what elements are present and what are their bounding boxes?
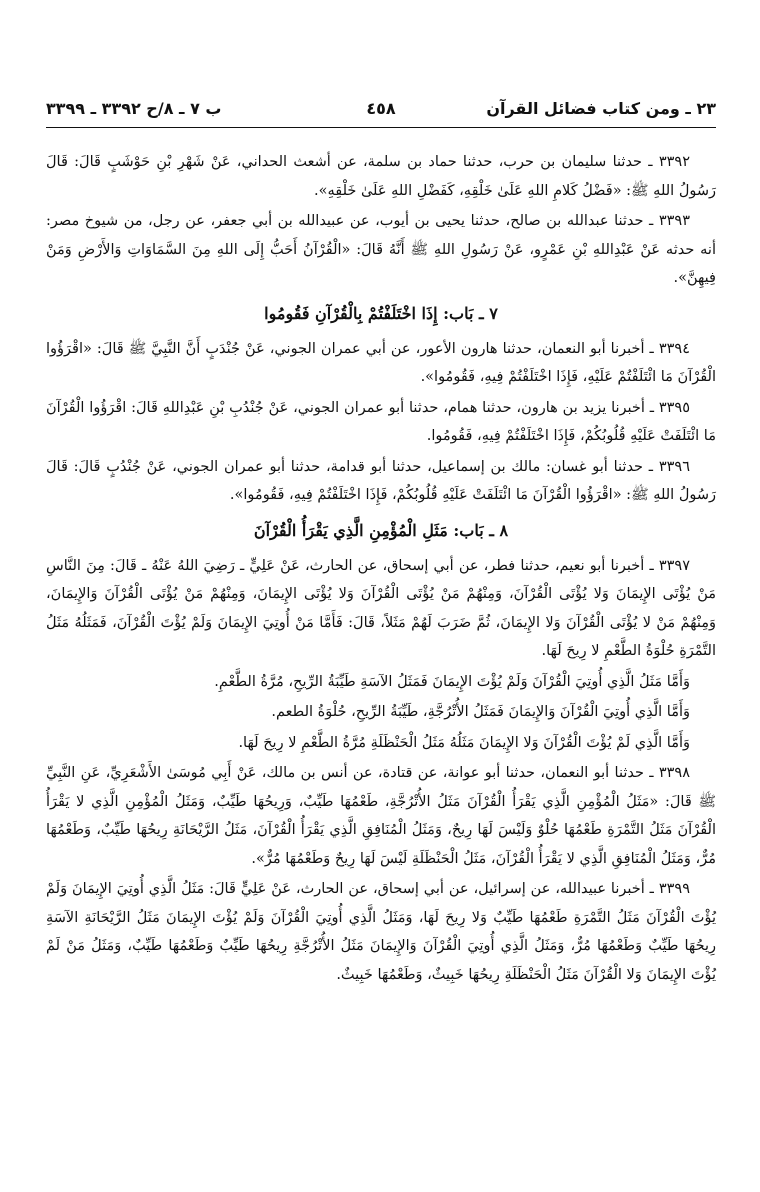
header-hadith-range: ب ٧ ـ ٨/ح ٣٣٩٢ ـ ٣٣٩٩ — [46, 98, 222, 118]
hadith-3394: ٣٣٩٤ ـ أخبرنا أبو النعمان، حدثنا هارون الأعور، عن أبي عمران الجوني، عَنْ جُنْدَبٍ أَنَّ النَّبِيَّ ﷺ قَالَ: «اقْرَؤُوا الْقُرْآنَ مَا ائْتَلَفْتُمْ عَلَيْهِ، فَإِذَا اخْتَلَفْتُمْ فِيهِ، فَقُومُوا». — [46, 340, 716, 385]
chapter-heading-7: ٧ ـ بَاب: إِذَا اخْتَلَفْتُمْ بِالْقُرْآنِ فَقُومُوا — [264, 303, 498, 323]
hadith-3392: ٣٣٩٢ ـ حدثنا سليمان بن حرب، حدثنا حماد بن سلمة، عن أشعث الحداني، عَنْ شَهْرِ بْنِ حَوْشَبٍ قَالَ: قَالَ رَسُولُ اللهِ ﷺ: «فَضْلُ كَلامِ اللهِ عَلَىٰ خَلْقِهِ، كَفَضْلِ اللهِ عَلَىٰ خَلْقِهِ». — [46, 154, 716, 199]
chapter-heading-8: ٨ ـ بَاب: مَثَلِ الْمُؤْمِنِ الَّذِي يَقْرَأُ الْقُرْآنَ — [253, 520, 509, 540]
running-header — [46, 92, 716, 124]
header-rule — [46, 127, 716, 128]
hadith-3397-part3: وَأَمَّا الَّذِي أُوتِيَ الْقُرْآنَ وَالإِيمَانَ فَمَثَلُ الأُتْرُجَّةِ، طَيِّبَةُ الرِّيحِ، حُلْوَةُ الطعم. — [271, 704, 690, 720]
hadith-3399: ٣٣٩٩ ـ أخبرنا عبيدالله، عن إسرائيل، عن أبي إسحاق، عن الحارث، عَنْ عَلِيٍّ قَالَ: مَثَلُ الَّذِي أُوتِيَ الإِيمَانَ وَلَمْ يُؤْتَ الْقُرْآنَ مَثَلُ التَّمْرَةِ طَعْمُهَا طَيِّبٌ وَلا رِيحَ لَهَا، وَمَثَلُ الَّذِي أُوتِيَ الْقُرْآنَ وَلَمْ يُؤْتَ الإِيمَانَ مَثَلُ الرَّيْحَانَةِ الآسَةِ رِيحُهَا طَيِّبٌ وَطَعْمُهَا مُرٌّ، وَمَثَلُ الَّذِي أُوتِيَ الْقُرْآنَ وَالإِيمَانَ مَثَلُ الأُتْرُجَّةِ رِيحُهَا طَيِّبٌ وَطَعْمُهَا طَيِّبٌ، وَمَثَلُ مَنْ لَمْ يُؤْتَ الإِيمَانَ وَلا الْقُرْآنَ مَثَلُ الْحَنْظَلَةِ رِيحُهَا خَبِيثٌ، وَطَعْمُهَا خَبِيثٌ. — [46, 881, 716, 983]
page-body — [46, 148, 716, 991]
page-number: ٤٥٨ — [366, 98, 396, 118]
hadith-3397-part2: وَأَمَّا مَثَلُ الَّذِي أُوتِيَ الْقُرْآنَ وَلَمْ يُؤْتَ الإِيمَانَ فَمَثَلُ الآسَةِ طَيِّبَةُ الرِّيحِ، مُرَّةُ الطَّعْمِ. — [214, 673, 690, 690]
hadith-3398: ٣٣٩٨ ـ حدثنا أبو النعمان، حدثنا أبو عوانة، عن قتادة، عن أنس بن مالك، عَنْ أَبِي مُوسَىٰ الأَشْعَرِيِّ، عَنِ النَّبِيِّ ﷺ قَالَ: «مَثَلُ الْمُؤْمِنِ الَّذِي يَقْرَأُ الْقُرْآنَ مَثَلُ الأُتْرُجَّةِ، طَعْمُهَا طَيِّبٌ، وَرِيحُهَا طَيِّبٌ، وَمَثَلُ الْمُؤْمِنِ الَّذِي لا يَقْرَأُ الْقُرْآنَ مَثَلُ التَّمْرَةِ طَعْمُهَا حُلْوٌ وَلَيْسَ لَهَا رِيحٌ، وَمَثَلُ الْمُنَافِقِ الَّذِي يَقْرَأُ الْقُرْآنَ، مَثَلُ الرَّيْحَانَةِ رِيحُهَا طَيِّبٌ، وَطَعْمُهَا مُرٌّ، وَمَثَلُ الْمُنَافِقِ الَّذِي لا يَقْرَأُ الْقُرْآنَ، مَثَلُ الْحَنْظَلَةِ لَيْسَ لَهَا رِيحٌ وَطَعْمُهَا مُرٌّ». — [46, 765, 716, 867]
hadith-3396: ٣٣٩٦ ـ حدثنا أبو غسان: مالك بن إسماعيل، حدثنا أبو قدامة، حدثنا أبو عمران الجوني، عَنْ جُنْدُبٍ قَالَ: قَالَ رَسُولُ اللهِ ﷺ: «اقْرَؤُوا الْقُرْآنَ مَا ائْتَلَفَتْ عَلَيْهِ قُلُوبُكُمْ، فَإِذَا اخْتَلَفْتُمْ فِيهِ، فَقُومُوا». — [46, 458, 716, 503]
hadith-3395: ٣٣٩٥ ـ أخبرنا يزيد بن هارون، حدثنا همام، حدثنا أبو عمران الجوني، عَنْ جُنْدُبِ بْنِ عَبْدِاللهِ قَالَ: اقْرَؤُوا الْقُرْآنَ مَا ائْتَلَفَتْ عَلَيْهِ قُلُوبُكُمْ، فَإِذَا اخْتَلَفْتُمْ فِيهِ، فَقُومُوا. — [46, 399, 716, 444]
hadith-3393: ٣٣٩٣ ـ حدثنا عبدالله بن صالح، حدثنا يحيى بن أيوب، عن عبيدالله بن أبي جعفر، عن رجل، من شيوخ مصر: أنه حدثه عَنْ عَبْدِاللهِ بْنِ عَمْرٍو، عَنْ رَسُولِ اللهِ ﷺ أَنَّهُ قَالَ: «الْقُرْآنُ أَحَبُّ إِلَى اللهِ مِنَ السَّمَاوَاتِ وَالأَرْضِ وَمَنْ فِيهِنَّ». — [46, 213, 716, 286]
hadith-3397-part4: وَأَمَّا الَّذِي لَمْ يُؤْتَ الْقُرْآنَ وَلا الإِيمَانَ مَثَلُهُ مَثَلُ الْحَنْظَلَةِ مُرَّةُ الطَّعْمِ لا رِيحَ لَهَا. — [238, 734, 690, 751]
header-chapter-title: ٢٣ ـ ومن كتاب فضائل القرآن — [486, 98, 716, 118]
hadith-3397: ٣٣٩٧ ـ أخبرنا أبو نعيم، حدثنا فطر، عن أبي إسحاق، عن الحارث، عَنْ عَلِيٍّ ـ رَضِيَ اللهُ عَنْهُ ـ قَالَ: مِنَ النَّاسِ مَنْ يُؤْتَى الإِيمَانَ وَلا يُؤْتَى الْقُرْآنَ، وَمِنْهُمْ مَنْ يُؤْتَى الْقُرْآنَ وَلا يُؤْتَى الإِيمَانَ، وَمِنْهُمْ مَنْ يُؤْتَى الْقُرْآنَ وَالإِيمَانَ، وَمِنْهُمْ مَنْ لا يُؤْتَى الْقُرْآنَ وَلا الإِيمَانَ، ثُمَّ ضَرَبَ لَهُمْ مَثَلاً، قَالَ: فَأَمَّا مَنْ أُوتِيَ الإِيمَانَ وَلَمْ يُؤْتَ الْقُرْآنَ، فَمَثَلُهُ مَثَلُ التَّمْرَةِ حُلْوَةُ الطَّعْمِ لا رِيحَ لَهَا. — [46, 557, 716, 659]
